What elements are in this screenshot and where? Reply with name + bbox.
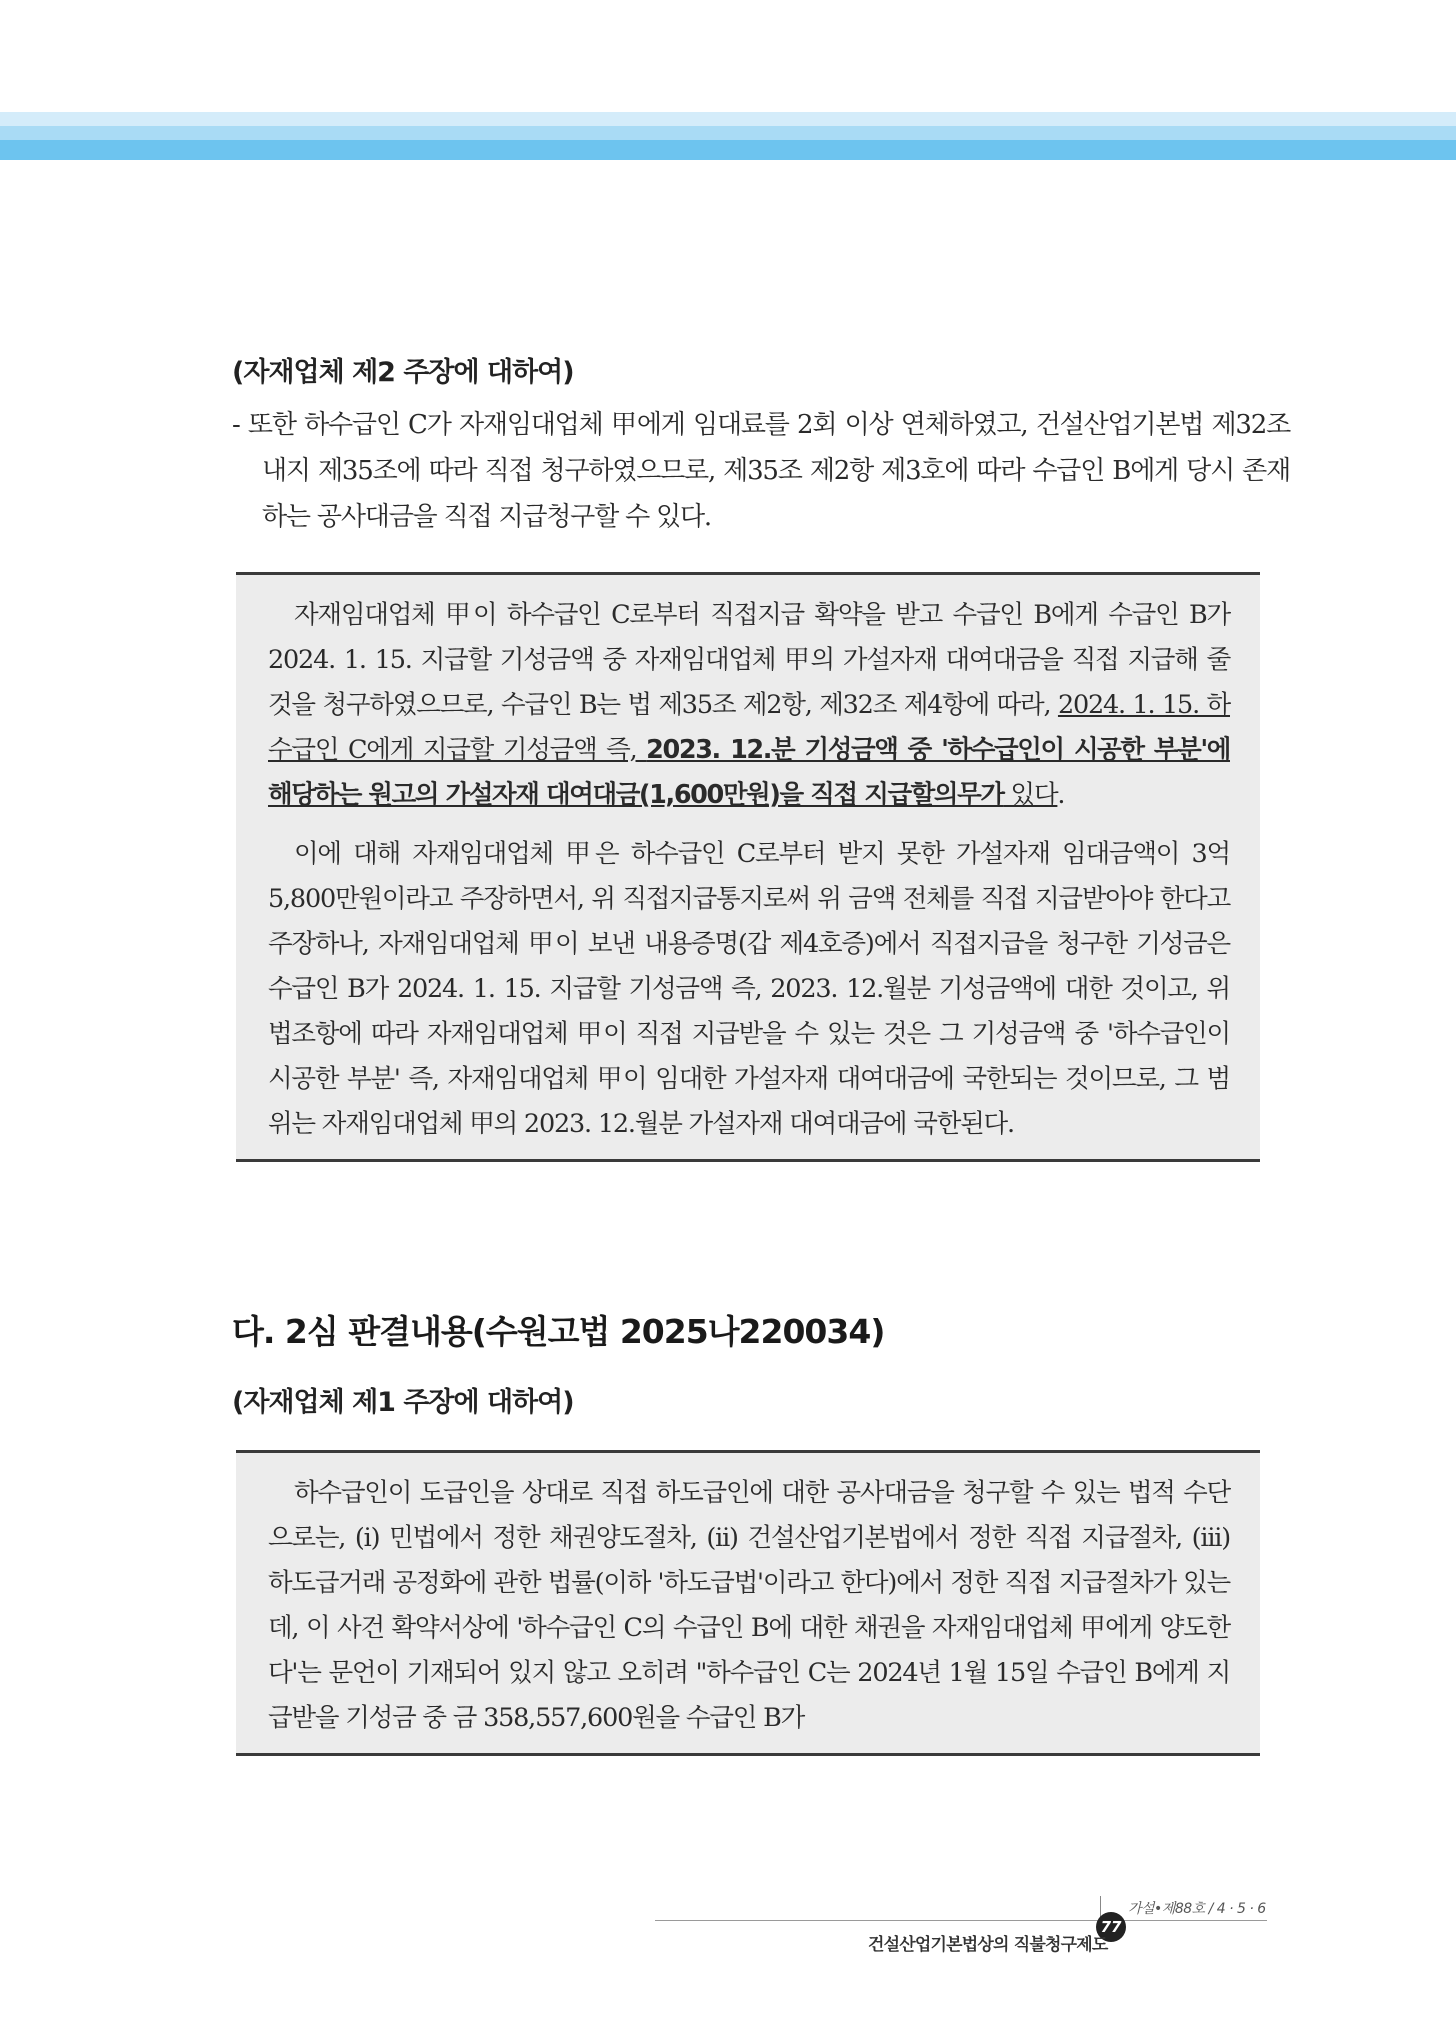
header-band-dark <box>0 140 1456 160</box>
header-band-mid <box>0 126 1456 140</box>
header-band-light <box>0 112 1456 126</box>
quote-paragraph-1 <box>268 593 1230 818</box>
judgment-quote-box-1 <box>236 572 1260 1162</box>
quote-paragraph-2: 이에 대해 자재임대업체 甲은 하수급인 C로부터 받지 못한 가설자재 임대금액이 3억 5,800만원이라고 주장하면서, 위 직접지급통지로써 위 금액 전체를 직접 지급받아야 한다고 주장하나, 자재임대업체 甲이 보낸 내용증명(갑 제4호증)에서 직접지급을 청구한 기성금은 수급인 B가 2024. 1. 15. 지급할 기성금액 즉, 2023. 12.월분 기성금액에 대한 것이고, 위 법조항에 따라 자재임대업체 甲이 직접 지급받을 수 있는 것은 그 기성금액 중 '하수급인이 시공한 부분' 즉, 자재임대업체 甲이 임대한 가설자재 대여대금에 국한되는 것이므로, 그 범위는 자재임대업체 甲의 2023. 12.월분 가설자재 대여대금에 국한된다. <box>268 839 1230 1139</box>
underlined-bold-text: 2023. 12.분 기성금액 중 '하수급인이 시공한 부분'에 해당하는 원고의 가설자재 대여대금(1,600만원)을 직접 지급할의무가 <box>268 735 1230 810</box>
running-title: 건설산업기본법상의 직불청구제도 <box>868 1935 1108 1955</box>
sentence-period: . <box>1057 780 1065 810</box>
claim-paragraph: - 또한 하수급인 C가 자재임대업체 甲에게 임대료를 2회 이상 연체하였고, 건설산업기본법 제32조 내지 제35조에 따라 직접 청구하였으므로, 제35조 제2항 제3호에 따라 수급인 B에게 당시 존재하는 공사대금을 직접 지급청구할 수 있다. <box>232 410 1290 532</box>
footer-rule <box>655 1920 1267 1921</box>
judgment-quote-box-2 <box>236 1450 1260 1756</box>
quote-text: 자재임대업체 甲이 하수급인 C로부터 직접지급 확약을 받고 수급인 B에게 수급인 B가 2024. 1. 15. 지급할 기성금액 중 자재임대업체 甲의 가설자재 대여대금을 직접 지급해 줄 것을 청구하였으므로, 수급인 B는 법 제35조 제2항, 제32조 제4항에 따라, <box>268 600 1230 720</box>
subheading-claim-2: (자재업체 제2 주장에 대하여) <box>232 357 574 388</box>
underlined-text-end: 있다 <box>1003 780 1058 810</box>
subheading-claim-1: (자재업체 제1 주장에 대하여) <box>232 1387 574 1418</box>
quote-paragraph-3: 하수급인이 도급인을 상대로 직접 하도급인에 대한 공사대금을 청구할 수 있는 법적 수단으로는, (i) 민법에서 정한 채권양도절차, (ii) 건설산업기본법에서 정한 직접 지급절차, (iii) 하도급거래 공정화에 관한 법률(이하 '하도급법'이라고 한다)에서 정한 직접 지급절차가 있는데, 이 사건 확약서상에 '하수급인 C의 수급인 B에 대한 채권을 자재임대업체 甲에게 양도한다'는 문언이 기재되어 있지 않고 오히려 "하수급인 C는 2024년 1월 15일 수급인 B에게 지급받을 기성금 중 금 358,557,600원을 수급인 B가 <box>268 1478 1230 1733</box>
underlined-text: 2024. 1. 15. 하수급인 C에게 지급할 기성금액 즉, <box>268 690 1230 765</box>
header-color-band <box>0 0 1456 160</box>
issue-info: 가설•제88호 / 4 · 5 · 6 <box>1128 1901 1266 1917</box>
section-title-second-instance: 다. 2심 판결내용(수원고법 2025나220034) <box>232 1312 885 1351</box>
page-number-badge: 77 <box>1096 1912 1126 1942</box>
